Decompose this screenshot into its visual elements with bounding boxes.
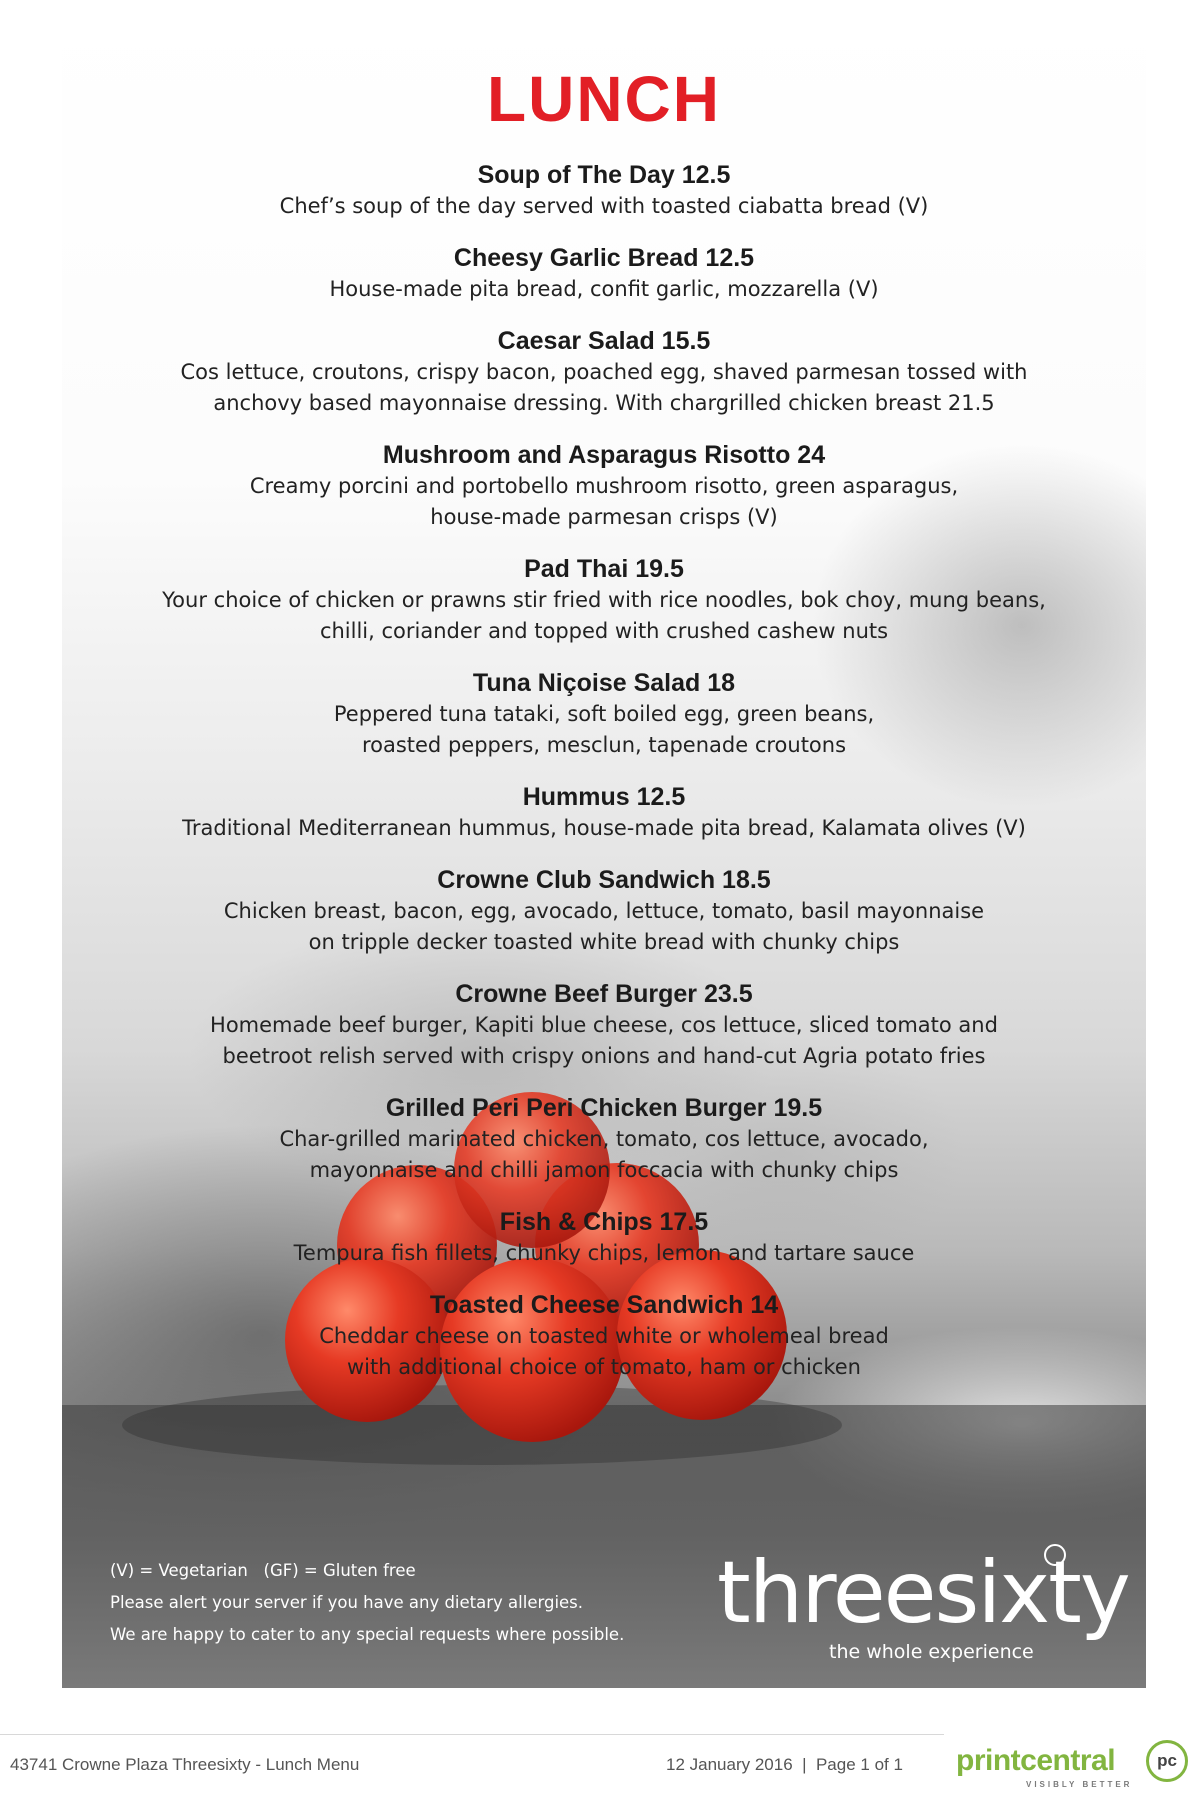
- printer-name: printcentral: [956, 1744, 1116, 1777]
- allergy-note: Please alert your server if you have any dietary allergies.: [110, 1593, 584, 1612]
- diet-legend: (V) = Vegetarian (GF) = Gluten free: [110, 1561, 416, 1580]
- menu-item-name: Soup of The Day 12.5: [477, 161, 731, 189]
- brand-name: threesixty: [717, 1543, 1129, 1643]
- special-requests-note: We are happy to cater to any special requests where possible.: [110, 1625, 625, 1644]
- menu-item-description: House-made pita bread, confit garlic, mozzarella (V): [329, 277, 879, 301]
- menu-item: [62, 159, 1146, 222]
- menu-item: [62, 978, 1146, 1072]
- menu-item: [62, 553, 1146, 647]
- footer-date-page: 12 January 2016 | Page 1 of 1: [666, 1755, 903, 1774]
- menu-item-name: Mushroom and Asparagus Risotto 24: [382, 441, 826, 469]
- menu-item: [62, 325, 1146, 419]
- brand-tagline: the whole experience: [829, 1641, 1034, 1663]
- menu-item-description: Cos lettuce, croutons, crispy bacon, poached egg, shaved parmesan tossed with anchovy based mayonnaise dressing. With chargrilled chicken breast 21.5: [180, 360, 1028, 415]
- menu-item-name: Cheesy Garlic Bread 12.5: [453, 244, 755, 272]
- menu-item: [62, 1206, 1146, 1269]
- menu-item-name: Hummus 12.5: [522, 783, 686, 811]
- dietary-notes: [110, 1555, 624, 1651]
- menu-title: LUNCH: [487, 63, 721, 135]
- menu-item-description: Traditional Mediterranean hummus, house-made pita bread, Kalamata olives (V): [182, 816, 1026, 840]
- menu-item-description: Cheddar cheese on toasted white or wholemeal bread with additional choice of tomato, ham or chicken: [319, 1324, 889, 1379]
- menu-item-name: Toasted Cheese Sandwich 14: [429, 1291, 779, 1319]
- menu-item-description: Char-grilled marinated chicken, tomato, cos lettuce, avocado, mayonnaise and chilli jamon foccacia with chunky chips: [279, 1127, 929, 1182]
- printcentral-logo: [956, 1740, 1192, 1792]
- menu-item: [62, 667, 1146, 761]
- footer-document-label: 43741 Crowne Plaza Threesixty - Lunch Menu: [10, 1755, 360, 1774]
- footer-divider: [0, 1734, 944, 1735]
- menu-item-description: Tempura fish fillets, chunky chips, lemon and tartare sauce: [293, 1241, 915, 1265]
- menu-item-name: Fish & Chips 17.5: [499, 1208, 709, 1236]
- menu-item-description: Chicken breast, bacon, egg, avocado, lettuce, tomato, basil mayonnaise on tripple decker toasted white bread with chunky chips: [223, 899, 985, 954]
- menu-item-description: Homemade beef burger, Kapiti blue cheese, cos lettuce, sliced tomato and beetroot relish served with crispy onions and hand-cut Agria potato fries: [210, 1013, 998, 1068]
- menu-item-name: Crowne Beef Burger 23.5: [455, 980, 753, 1008]
- threesixty-logo: [717, 1543, 1129, 1670]
- menu-item-name: Crowne Club Sandwich 18.5: [437, 866, 771, 894]
- menu-item-name: Grilled Peri Peri Chicken Burger 19.5: [385, 1094, 823, 1122]
- menu-item: [62, 781, 1146, 844]
- menu-item: [62, 242, 1146, 305]
- menu-item-description: Chef’s soup of the day served with toasted ciabatta bread (V): [279, 194, 929, 218]
- menu-list: [62, 55, 1146, 1403]
- menu-item-description: Your choice of chicken or prawns stir fried with rice noodles, bok choy, mung beans, chilli, coriander and topped with crushed cashew nuts: [162, 588, 1046, 643]
- menu-item: [62, 439, 1146, 533]
- menu-item-description: Creamy porcini and portobello mushroom risotto, green asparagus, house-made parmesan crisps (V): [249, 474, 959, 529]
- menu-item-name: Tuna Niçoise Salad 18: [472, 669, 736, 697]
- brand-degree-icon: [1044, 1544, 1066, 1566]
- menu-item-description: Peppered tuna tataki, soft boiled egg, green beans, roasted peppers, mesclun, tapenade croutons: [333, 702, 875, 757]
- menu-item: [62, 1289, 1146, 1383]
- menu-item-name: Pad Thai 19.5: [524, 555, 684, 583]
- pc-badge-icon: pc: [1146, 1740, 1188, 1782]
- printer-tagline: VISIBLY BETTER: [1026, 1780, 1133, 1789]
- menu-item: [62, 864, 1146, 958]
- menu-item-name: Caesar Salad 15.5: [497, 327, 711, 355]
- menu-item: [62, 1092, 1146, 1186]
- menu-sheet: [62, 5, 1146, 1688]
